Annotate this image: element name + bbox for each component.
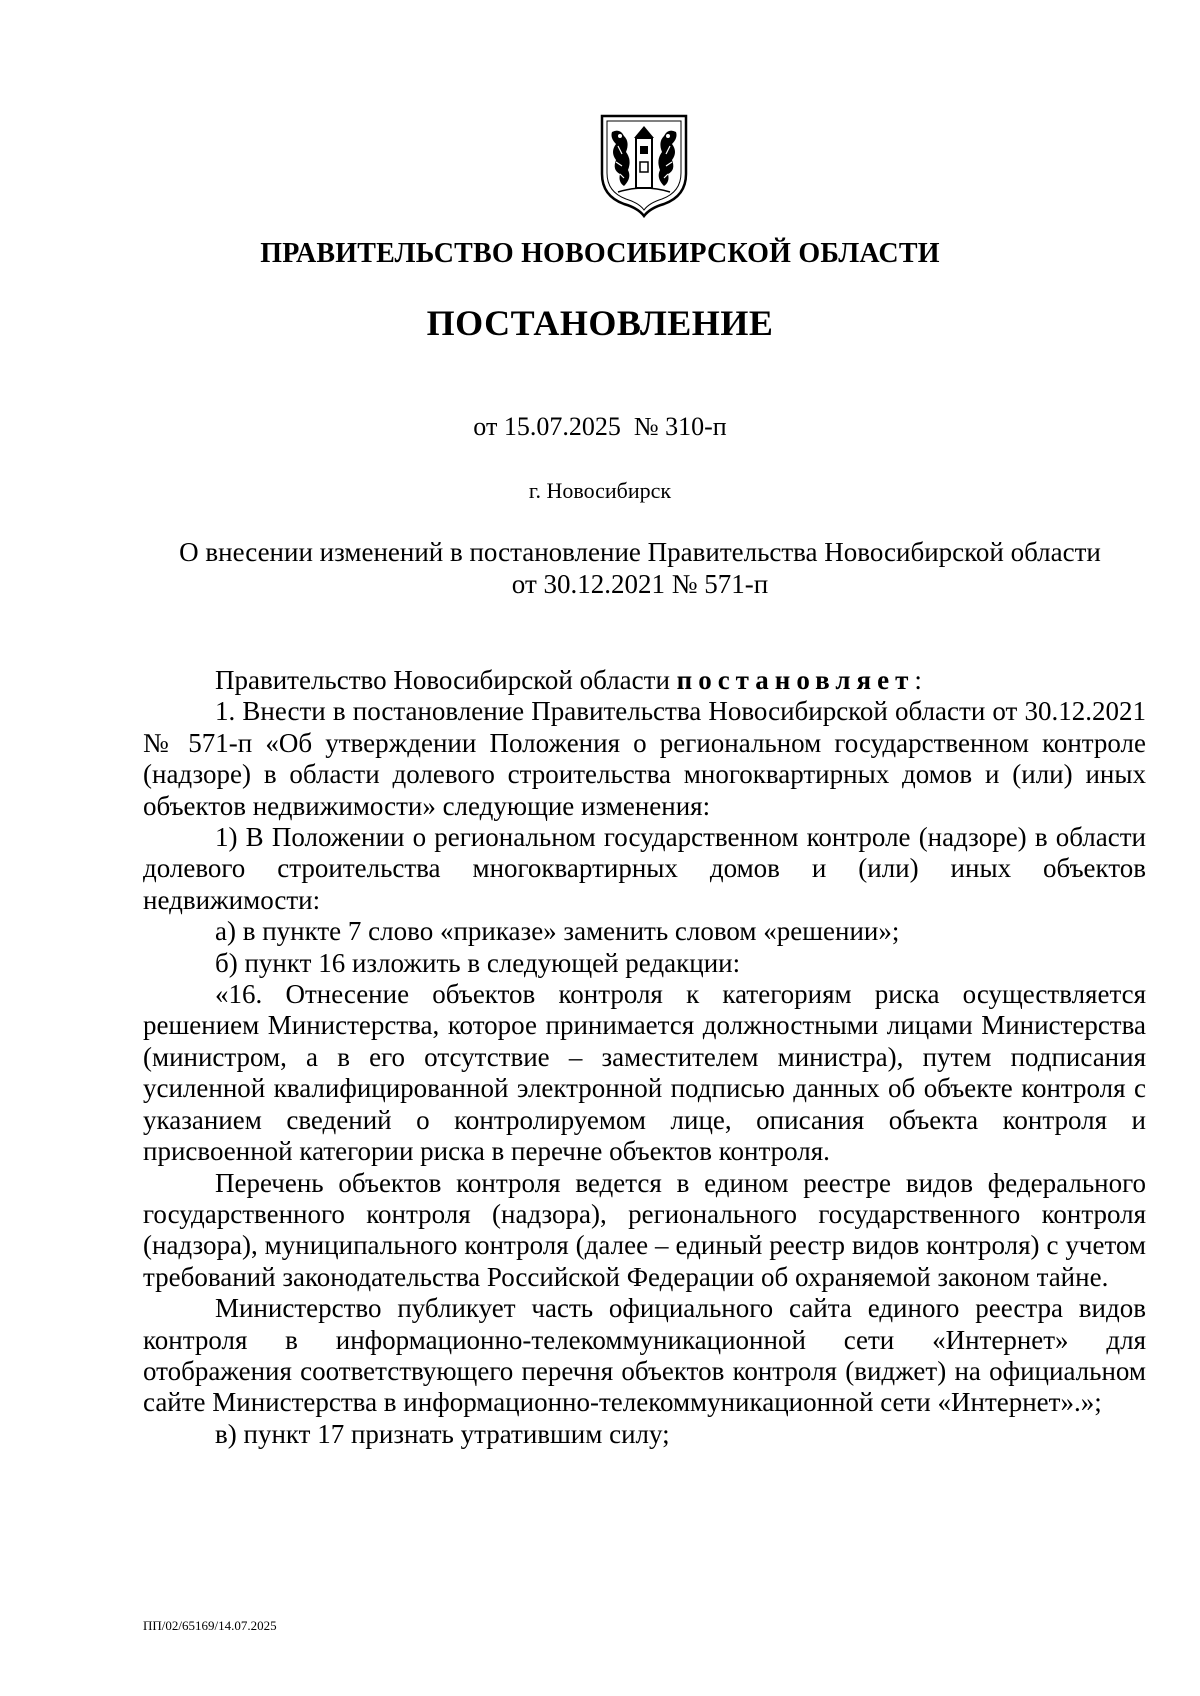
document-subject [140,536,1140,600]
document-body [143,665,1146,1450]
paragraph-1: 1. Внести в постановление Правительства Новосибирской области от 30.12.2021 № 571-п «Об утверждении Положения о региональном государственном контроле (надзоре) в области долевого строительства многоквартирных домов и (или) иных объектов недвижимости» следующие изменения: [143,696,1146,821]
intro-suffix: : [914,665,922,695]
paragraph-6: Перечень объектов контроля ведется в едином реестре видов федерального государственного контроля (надзора), регионального государственного контроля (надзора), муниципального контроля (далее – единый реестр видов контроля) с учетом требований законодательства Российской Федерации об охраняемой законом тайне. [143,1167,1146,1292]
paragraph-7: Министерство публикует часть официального сайта единого реестра видов контроля в информационно-телекоммуникационной сети «Интернет» для отображения соответствующего перечня объектов контроля (виджет) на официальном сайте Министерства в информационно-телекоммуникационной сети «Интернет».»; [143,1293,1146,1418]
paragraph-2: 1) В Положении о региональном государственном контроле (надзоре) в области долевого строительства многоквартирных домов и (или) иных объектов недвижимости: [143,822,1146,915]
subject-line-2: от 30.12.2021 № 571-п [511,569,769,599]
intro-resolution-word: постановляет [676,665,915,695]
authority-title: ПРАВИТЕЛЬСТВО НОВОСИБИРСКОЙ ОБЛАСТИ [260,238,940,269]
intro-prefix: Правительство Новосибирской области [215,665,677,695]
coat-of-arms-icon [598,112,690,218]
paragraph-5: «16. Отнесение объектов контроля к категориям риска осуществляется решением Министерства, которое принимается должностными лицами Министерства (министром, а в его отсутствие – заместителем министра), путем подписания усиленной квалифицированной электронной подписью данных об объекте контроля с указанием сведений о контролируемом лице, описания объекта контроля и присвоенной категории риска в перечне объектов контроля. [143,979,1146,1167]
document-footer-code: ПП/02/65169/14.07.2025 [143,1618,277,1633]
paragraph-4: б) пункт 16 изложить в следующей редакции: [215,947,741,978]
document-type: ПОСТАНОВЛЕНИЕ [426,303,774,343]
paragraph-3: а) в пункте 7 слово «приказе» заменить словом «решении»; [215,916,900,947]
subject-line-1: О внесении изменений в постановление Правительства Новосибирской области [179,537,1101,567]
document-city: г. Новосибирск [528,478,672,503]
document-number-line: от 15.07.2025 № 310-п [473,412,727,441]
paragraph-8: в) пункт 17 признать утратившим силу; [215,1418,670,1449]
intro-paragraph [143,665,1146,696]
